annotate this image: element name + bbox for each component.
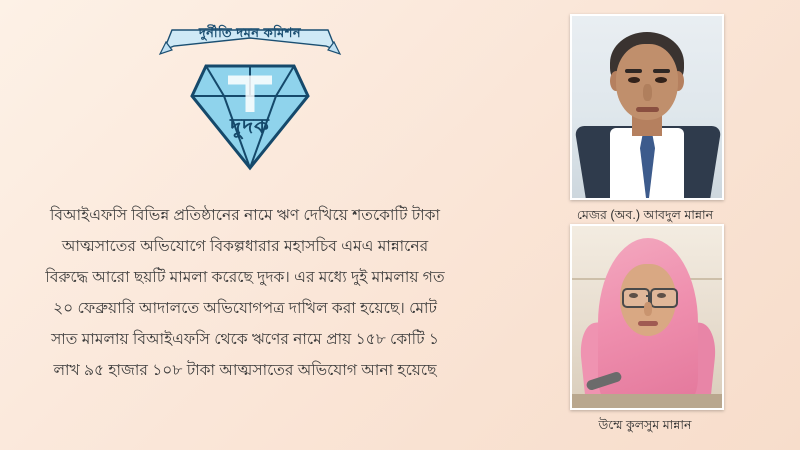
portrait-bottom [570,224,724,410]
article-body [40,200,450,386]
portrait-top-caption: মেজর (অব.) আবদুল মান্নান [576,208,714,222]
logo-banner-text: দুর্নীতি দমন কমিশন [198,25,302,40]
logo-emblem-text: দুদক [230,115,270,138]
dudok-logo [150,8,350,188]
photo-card-bottom [570,224,720,437]
photo-card-top [570,14,720,227]
portrait-bottom-caption: উম্মে কুলসুম মান্নান [598,418,692,432]
diamond-emblem-icon [190,52,310,172]
right-column [490,0,800,450]
article-body-text: বিআইএফসি বিভিন্ন প্রতিষ্ঠানের নামে ঋণ দেখিয়ে শতকোটি টাকা আত্মসাতের অভিযোগে বিকল্পধারার মহাসচিব এমএ মান্নানের বিরুদ্ধে আরো ছয়টি মামলা করেছে দুদক। এর মধ্যে দুই মামলায় গত ২০ ফেব্রুয়ারি আদালতে অভিযোগপত্র দাখিল করা হয়েছে। মোট সাত মামলায় বিআইএফসি থেকে ঋণের নামে প্রায় ১৫৮ কোটি ১ লাখ ৯৫ হাজার ১০৮ টাকা আত্মসাতের অভিযোগ আনা হয়েছে [45,207,445,379]
portrait-top [570,14,724,200]
